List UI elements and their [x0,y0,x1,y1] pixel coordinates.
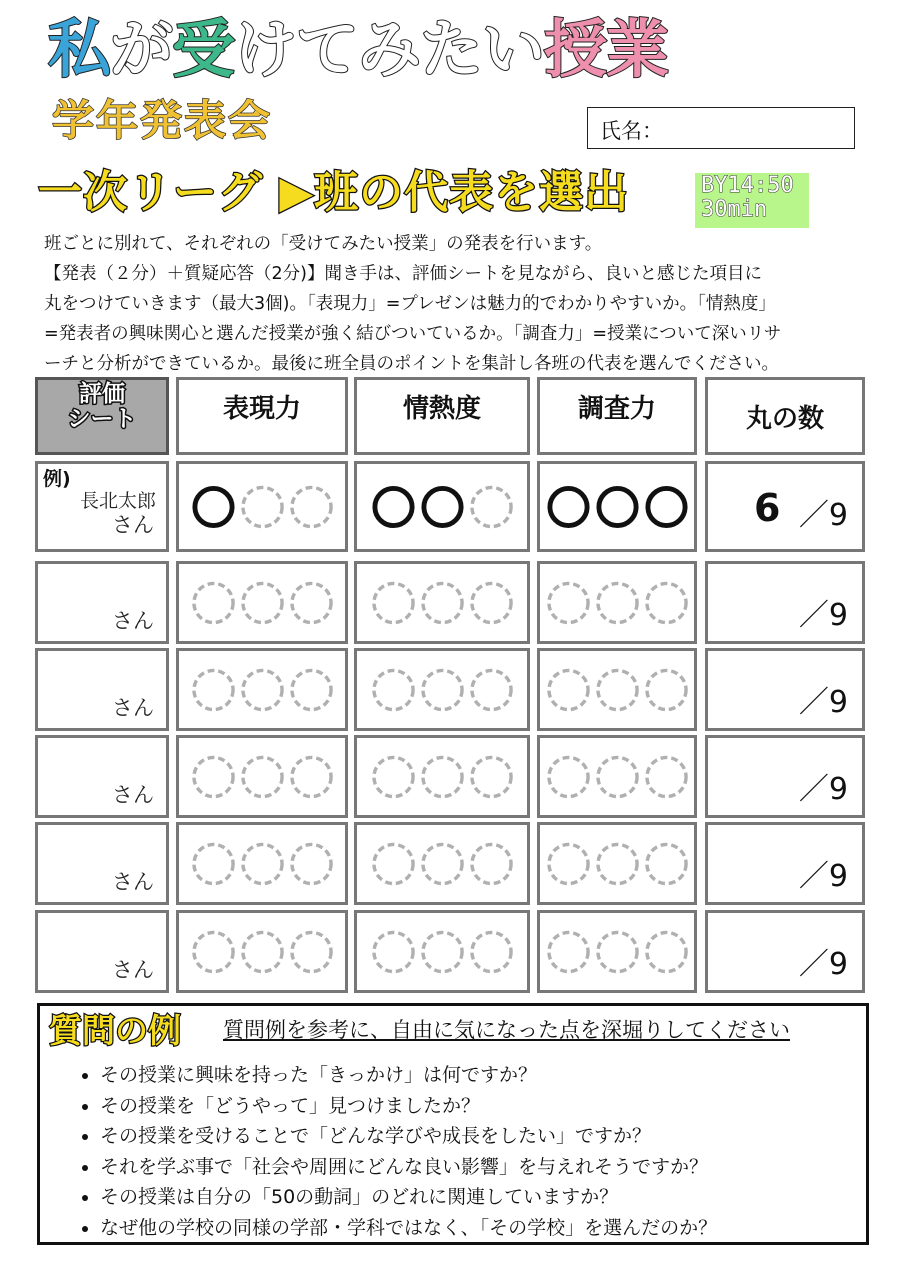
empty-circle[interactable] [289,484,334,529]
title-part-1: 私 [48,13,110,86]
student-name-cell[interactable] [35,822,169,905]
empty-circle[interactable] [371,754,416,799]
name-field-label: 氏名： [600,119,663,143]
time-badge-deadline: BY14:50 [701,173,794,198]
student-name-cell[interactable] [35,910,169,993]
marked-circle [644,484,689,529]
score-denominator: ／9 [798,947,848,982]
rating-circles [357,929,527,974]
empty-circle[interactable] [289,667,334,712]
empty-circle[interactable] [289,580,334,625]
example-rating-cell [176,461,348,552]
rating-circles [179,841,345,886]
example-score-cell [705,461,865,552]
rating-cell[interactable] [537,910,697,993]
rating-cell[interactable] [537,648,697,731]
empty-circle[interactable] [546,841,591,886]
empty-circle[interactable] [546,580,591,625]
empty-circle[interactable] [240,841,285,886]
question-list [78,1060,717,1243]
score-cell[interactable] [705,735,865,818]
empty-circle[interactable] [420,667,465,712]
question-examples-box [37,1003,869,1245]
instructions-line: ーチと分析ができているか。最後に班全員のポイントを集計し各班の代表を選んでください。 [44,354,779,374]
question-item: • その授業を「どうやって」見つけましたか？ [100,1091,717,1122]
empty-circle[interactable] [469,841,514,886]
instructions-line: 班ごとに別れて、それぞれの「受けてみたい授業」の発表を行います。 [44,234,603,254]
rating-circles [540,580,694,625]
rating-circles [540,929,694,974]
title-part-2: が [110,13,172,86]
name-suffix: さん [112,958,154,982]
column-header-label: 調査力 [577,394,656,424]
rating-cell[interactable] [176,910,348,993]
marked-circle [191,484,236,529]
column-header-passion [354,377,530,455]
name-suffix: さん [112,870,154,894]
rating-circles [357,667,527,712]
empty-circle[interactable] [191,667,236,712]
score-denominator: ／9 [798,859,848,894]
marked-circle [595,484,640,529]
example-student-name: 長北太郎 [79,490,156,512]
example-rating-cell [537,461,697,552]
empty-circle[interactable] [289,929,334,974]
question-item: • なぜ他の学校の同様の学部・学科ではなく、「その学校」を選んだのか？ [100,1213,717,1244]
empty-circle[interactable] [420,580,465,625]
score-cell[interactable] [705,910,865,993]
name-suffix: さん [112,696,154,720]
empty-circle[interactable] [644,580,689,625]
score-cell[interactable] [705,648,865,731]
rating-circles [179,667,345,712]
empty-circle[interactable] [240,580,285,625]
rating-circles [357,580,527,625]
column-header-label: 表現力 [222,394,301,424]
marked-circle [371,484,416,529]
league-heading: 一次リーグ ▶班の代表を選出 [38,167,630,218]
rating-circles [357,484,527,529]
rating-cell[interactable] [354,822,530,905]
rating-cell[interactable] [354,910,530,993]
column-header-circle-count [705,377,865,455]
evaluation-sheet-label-text [38,382,166,432]
name-suffix: さん [112,783,154,807]
rating-cell[interactable] [537,735,697,818]
column-header-research [537,377,697,455]
column-header-expression [176,377,348,455]
empty-circle[interactable] [644,667,689,712]
example-score: 6 [754,486,781,530]
question-item: • それを学ぶ事で「社会や周囲にどんな良い影響」を与えれそうですか？ [100,1152,717,1183]
rating-circles [357,841,527,886]
time-badge [695,173,809,228]
empty-circle[interactable] [371,667,416,712]
rating-circles [179,754,345,799]
empty-circle[interactable] [289,754,334,799]
rating-circles [540,754,694,799]
empty-circle[interactable] [644,754,689,799]
marked-circle [420,484,465,529]
student-name-cell[interactable] [35,648,169,731]
name-suffix: さん [112,609,154,633]
rating-circles [540,484,694,529]
example-rating-cell [354,461,530,552]
question-examples-title: 質問の例 [49,1011,181,1050]
name-field[interactable] [587,107,855,149]
rating-cell[interactable] [176,735,348,818]
example-label: 例) [43,468,71,490]
empty-circle[interactable] [240,484,285,529]
score-cell[interactable] [705,822,865,905]
empty-circle[interactable] [469,484,514,529]
empty-circle[interactable] [371,580,416,625]
student-name-cell[interactable] [35,561,169,644]
empty-circle[interactable] [644,929,689,974]
empty-circle[interactable] [595,580,640,625]
evaluation-sheet-label [35,377,169,455]
empty-circle[interactable] [595,929,640,974]
title-part-5: 授業 [544,13,668,86]
empty-circle[interactable] [546,929,591,974]
empty-circle[interactable] [595,754,640,799]
empty-circle[interactable] [191,580,236,625]
rating-cell[interactable] [176,648,348,731]
eval-label-line2: シート [67,406,137,432]
empty-circle[interactable] [240,667,285,712]
rating-circles [179,929,345,974]
empty-circle[interactable] [191,841,236,886]
rating-cell[interactable] [176,561,348,644]
empty-circle[interactable] [240,754,285,799]
empty-circle[interactable] [595,841,640,886]
eval-label-line1: 評価 [79,381,125,407]
rating-circles [179,484,345,529]
rating-cell[interactable] [537,561,697,644]
instructions-line: 丸をつけていきます（最大3個)。「表現力」=プレゼンは魅力的でわかりやすいか。「情熱度」 [44,294,776,314]
question-item: • その授業は自分の「50の動詞」のどれに関連していますか？ [100,1182,717,1213]
name-suffix: さん [112,513,154,537]
question-item: • その授業を受けることで「どんな学びや成長をしたい」ですか？ [100,1121,717,1152]
empty-circle[interactable] [191,754,236,799]
example-name-cell [35,461,169,552]
rating-circles [357,754,527,799]
empty-circle[interactable] [420,929,465,974]
empty-circle[interactable] [371,841,416,886]
title-part-4: けてみたい [234,13,544,86]
page-subtitle: 学年発表会 [52,96,273,145]
empty-circle[interactable] [289,841,334,886]
empty-circle[interactable] [469,580,514,625]
rating-circles [179,580,345,625]
rating-circles [540,841,694,886]
rating-cell[interactable] [537,822,697,905]
empty-circle[interactable] [420,754,465,799]
question-item: • その授業に興味を持った「きっかけ」は何ですか？ [100,1060,717,1091]
empty-circle[interactable] [546,667,591,712]
column-header-label: 情熱度 [402,394,481,424]
score-denominator: ／9 [798,598,848,633]
rating-cell[interactable] [354,648,530,731]
instructions-line: =発表者の興味関心と選んだ授業が強く結びついているか。「調査力」=授業について深いリサ [44,324,782,344]
empty-circle[interactable] [240,929,285,974]
empty-circle[interactable] [469,929,514,974]
rating-cell[interactable] [354,735,530,818]
empty-circle[interactable] [546,754,591,799]
score-cell[interactable] [705,561,865,644]
column-header-label: 丸の数 [745,404,824,434]
rating-cell[interactable] [176,822,348,905]
time-badge-duration: 30min [701,197,768,222]
student-name-cell[interactable] [35,735,169,818]
rating-circles [540,667,694,712]
empty-circle[interactable] [469,754,514,799]
empty-circle[interactable] [469,667,514,712]
title-part-3: 受 [172,13,234,86]
question-examples-subtitle: 質問例を参考に、自由に気になった点を深堀りしてください [223,1018,790,1042]
instructions [44,229,874,379]
score-denominator: ／9 [798,772,848,807]
rating-cell[interactable] [354,561,530,644]
empty-circle[interactable] [191,929,236,974]
empty-circle[interactable] [420,841,465,886]
instructions-line: 【発表（２分）＋質疑応答（2分)】聞き手は、評価シートを見ながら、良いと感じた項目に [44,264,762,284]
score-denominator: ／9 [798,498,848,533]
empty-circle[interactable] [644,841,689,886]
score-denominator: ／9 [798,685,848,720]
empty-circle[interactable] [371,929,416,974]
empty-circle[interactable] [595,667,640,712]
page-title [48,14,868,86]
marked-circle [546,484,591,529]
